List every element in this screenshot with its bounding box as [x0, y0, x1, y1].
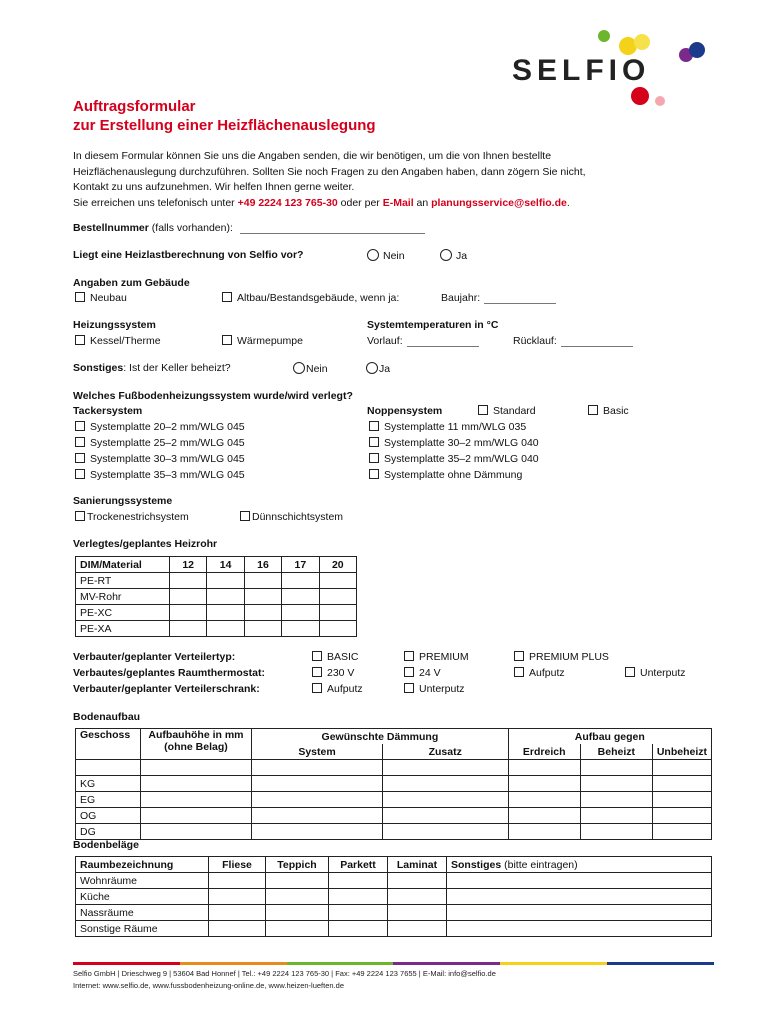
selfio-logo [510, 24, 710, 108]
coverings-table [75, 856, 712, 937]
table-row: Küche [76, 889, 712, 905]
intro-text: In diesem Formular können Sie uns die Angaben senden, die wir benötigen, um die von Ihnen bestellte Heizflächenauslegung durchzuführen. Sollten Sie noch Fragen zu den Angaben haben, dann zögern Sie nicht, Kontakt zu uns aufzunehmen. Wir helfen Ihnen gerne weiter. Sie erreichen uns telefonisch unter +49 2224 123 765-30 oder per E-Mail an planungsservice@selfio.de. [73, 150, 586, 209]
title-line-2: zur Erstellung einer Heizflächenauslegung [73, 117, 376, 134]
table-row: PE-RT [76, 573, 357, 589]
floorbuild-table [75, 728, 712, 840]
pipe-heading: Verlegtes/geplantes Heizrohr [73, 538, 218, 550]
return-temp-field[interactable]: Rücklauf: [513, 335, 633, 347]
heating-heading: Heizungssystem [73, 319, 156, 331]
table-row: Raumbezeichnung Fliese Teppich Parkett Laminat Sonstiges (bitte eintragen) [76, 857, 712, 873]
cabinet-label: Verbauter/geplanter Verteilerschrank: [73, 683, 260, 695]
order-number-field[interactable] [240, 223, 425, 234]
noppen-basic-checkbox[interactable]: Basic [588, 405, 629, 417]
tacker-heading: Tackersystem [73, 405, 143, 417]
tacker-option-1[interactable]: Systemplatte 20–2 mm/WLG 045 [75, 421, 245, 433]
basement-yes-radio[interactable]: Ja [366, 362, 390, 375]
noppen-heading: Noppensystem [367, 405, 443, 417]
distributor-basic-checkbox[interactable]: BASIC [312, 651, 359, 663]
floorbuild-heading: Bodenaufbau [73, 711, 141, 723]
renovation-thin-checkbox[interactable]: Dünnschichtsystem [240, 511, 343, 523]
table-row: System Zusatz Erdreich Beheizt Unbeheizt [76, 744, 712, 760]
building-old-checkbox[interactable]: Altbau/Bestandsgebäude, wenn ja: [222, 292, 399, 304]
email-link[interactable]: planungsservice@selfio.de [431, 196, 567, 209]
noppen-standard-checkbox[interactable]: Standard [478, 405, 536, 417]
distributor-type-label: Verbauter/geplanter Verteilertyp: [73, 651, 236, 663]
heatload-question: Liegt eine Heizlastberechnung von Selfio vor? [73, 249, 304, 261]
table-row: DIM/Material 12 14 16 17 20 [76, 557, 357, 573]
table-row: PE-XA [76, 621, 357, 637]
footer-websites: Internet: www.selfio.de, www.fussbodenheizung-online.de, www.heizen-lueften.de [73, 981, 344, 990]
thermostat-24v-checkbox[interactable]: 24 V [404, 667, 441, 679]
tacker-option-2[interactable]: Systemplatte 25–2 mm/WLG 045 [75, 437, 245, 449]
order-number-row: Bestellnummer (falls vorhanden): [73, 222, 425, 234]
thermostat-label: Verbautes/geplantes Raumthermostat: [73, 667, 265, 679]
table-row: KG [76, 776, 712, 792]
heatload-yes-radio[interactable]: Ja [440, 249, 467, 262]
pipe-table [75, 556, 357, 637]
thermostat-surface-checkbox[interactable]: Aufputz [514, 667, 565, 679]
table-row: Wohnräume [76, 873, 712, 889]
thermostat-230v-checkbox[interactable]: 230 V [312, 667, 354, 679]
distributor-premium-checkbox[interactable]: PREMIUM [404, 651, 469, 663]
renovation-dry-checkbox[interactable]: Trockenestrichsystem [75, 511, 189, 523]
table-row: DG [76, 824, 712, 840]
table-row: Nassräume [76, 905, 712, 921]
table-row [76, 760, 712, 776]
cabinet-flush-checkbox[interactable]: Unterputz [404, 683, 465, 695]
email-label: E-Mail [382, 196, 414, 209]
noppen-option-4[interactable]: Systemplatte ohne Dämmung [369, 469, 522, 481]
building-heading: Angaben zum Gebäude [73, 277, 190, 289]
basement-question: Sonstiges: Ist der Keller beheizt? [73, 362, 231, 374]
table-row: MV-Rohr [76, 589, 357, 605]
noppen-option-3[interactable]: Systemplatte 35–2 mm/WLG 040 [369, 453, 539, 465]
renovation-heading: Sanierungssysteme [73, 495, 173, 507]
heating-boiler-checkbox[interactable]: Kessel/Therme [75, 335, 161, 347]
noppen-option-1[interactable]: Systemplatte 11 mm/WLG 035 [369, 421, 526, 433]
table-row: Geschoss Aufbauhöhe in mm (ohne Belag) Gewünschte Dämmung Aufbau gegen [76, 729, 712, 745]
phone-number[interactable]: +49 2224 123 765-30 [237, 196, 338, 209]
tacker-option-4[interactable]: Systemplatte 35–3 mm/WLG 045 [75, 469, 245, 481]
table-row: PE-XC [76, 605, 357, 621]
table-row: Sonstige Räume [76, 921, 712, 937]
noppen-option-2[interactable]: Systemplatte 30–2 mm/WLG 040 [369, 437, 539, 449]
footer-address: Selfio GmbH | Drieschweg 9 | 53604 Bad Honnef | Tel.: +49 2224 123 765-30 | Fax: +49 2224 123 7655 | E-Mail: info@selfio.de [73, 969, 496, 978]
table-row: EG [76, 792, 712, 808]
cabinet-surface-checkbox[interactable]: Aufputz [312, 683, 363, 695]
logo-text: SELFIO [512, 54, 651, 87]
coverings-heading: Bodenbeläge [73, 839, 139, 851]
page-title [73, 97, 376, 135]
floorsystem-question: Welches Fußbodenheizungssystem wurde/wird verlegt? [73, 390, 353, 402]
building-new-checkbox[interactable]: Neubau [75, 292, 127, 304]
systemtemp-heading: Systemtemperaturen in °C [367, 319, 499, 331]
title-line-1: Auftragsformular [73, 98, 196, 115]
footer-color-bar [73, 962, 714, 965]
heatload-no-radio[interactable]: Nein [367, 249, 405, 262]
table-row: OG [76, 808, 712, 824]
thermostat-flush-checkbox[interactable]: Unterputz [625, 667, 686, 679]
tacker-option-3[interactable]: Systemplatte 30–3 mm/WLG 045 [75, 453, 245, 465]
building-year-field[interactable]: Baujahr: [441, 292, 556, 304]
distributor-premium-plus-checkbox[interactable]: PREMIUM PLUS [514, 651, 609, 663]
flow-temp-field[interactable]: Vorlauf: [367, 335, 479, 347]
heating-heatpump-checkbox[interactable]: Wärmepumpe [222, 335, 303, 347]
basement-no-radio[interactable]: Nein [293, 362, 328, 375]
